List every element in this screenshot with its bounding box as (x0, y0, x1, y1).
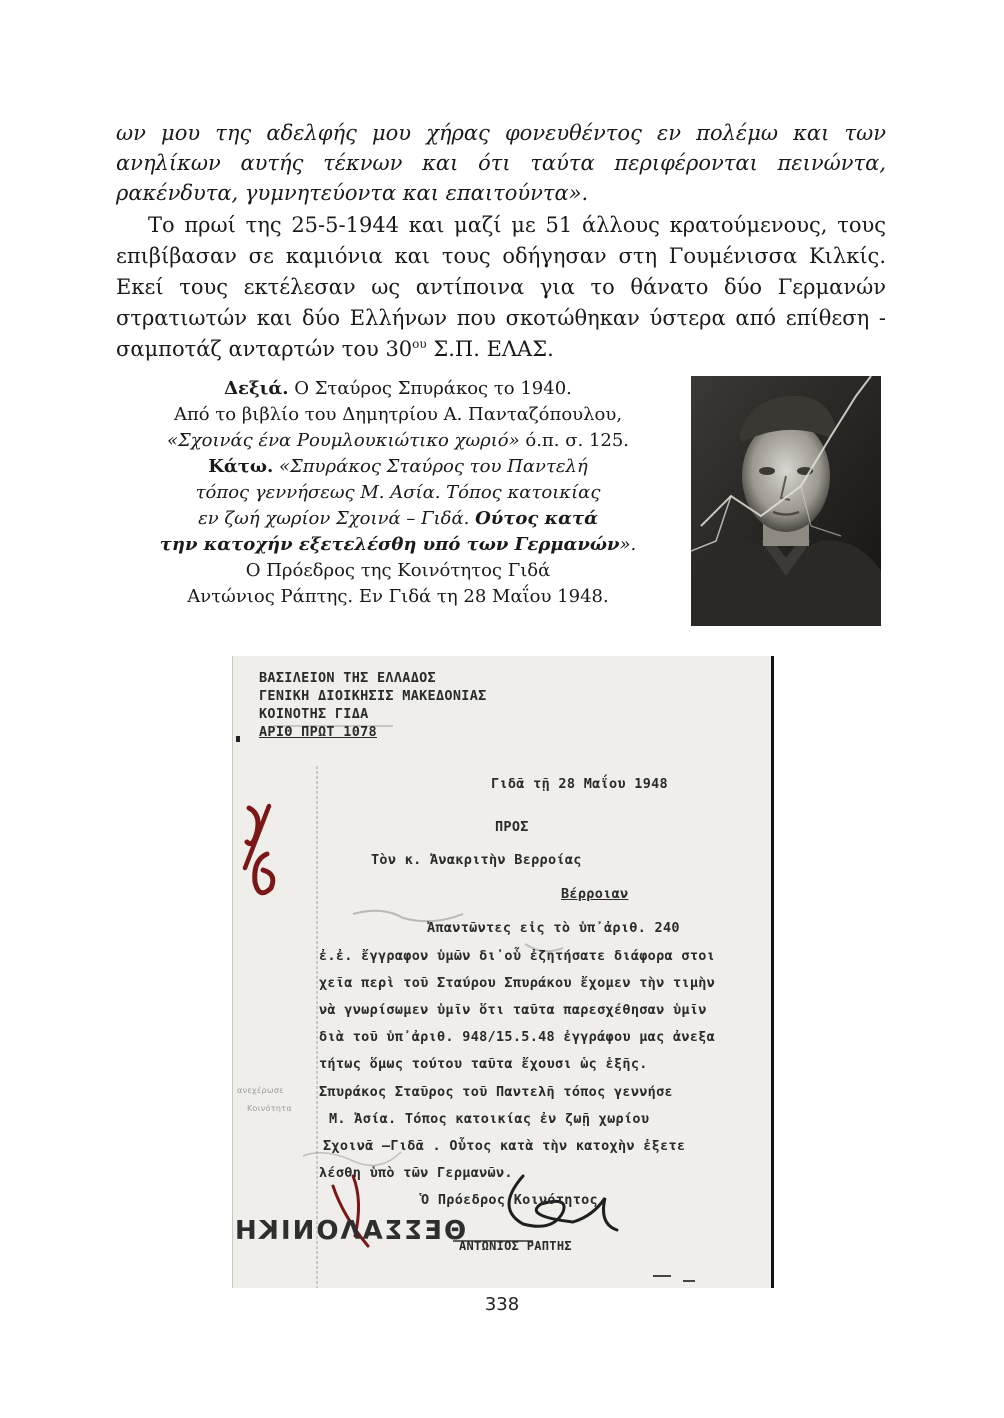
caption-right-label: Δεξιά. (224, 378, 289, 399)
caption-quote-line-4: την κατοχήν εξετελέσθη υπό των Γερμανών (159, 534, 620, 555)
soldier-portrait-photo (691, 376, 881, 626)
caption-quote-line-2: τόπος γεννήσεως Μ. Ασία. Τόπος κατοικίας (195, 482, 601, 503)
page-number: 338 (484, 1294, 520, 1315)
letter-signatory: ΑΝΤΩΝΙΟΣ ΡΑΠΤΗΣ (459, 1239, 572, 1253)
main-paragraph-text: Το πρωί της 25-5-1944 και μαζί με 51 άλλους κρατούμενους, τους επιβίβασαν σε καμιόνια και τους οδήγησαν στη Γουμένισσα Κιλκίς. Εκεί τους εκτέλεσαν ως αντίποινα για το θάνατο δύο Γερμανών στρατιωτών και δύο Ελλήνων που σκοτώθηκαν ύστερα από επίθεση - σαμποτάζ ανταρτών του 30 (116, 213, 886, 361)
letter-body-line-10: λέσθη ὑπὸ τῶν Γερμανῶν. (319, 1165, 513, 1181)
letter-header-line-3: ΚΟΙΝΟΤΗΣ ΓΙΔΑ (259, 706, 369, 722)
letter-header-line-2: ΓΕΝΙΚΗ ΔΙΟΙΚΗΣΙΣ ΜΑΚΕΔΟΝΙΑΣ (259, 688, 487, 704)
caption-book-ref: ό.π. σ. 125. (519, 430, 630, 451)
caption-below-label: Κάτω. (208, 456, 274, 477)
ordinal-superscript: ου (412, 337, 427, 351)
photo-caption (118, 376, 678, 610)
letter-recipient: Τὸν κ. Ἀνακριτὴν Βερροίας (371, 852, 582, 868)
letter-body-line-7: Σπυράκος Σταῦρος τοῦ Παντελῆ τόπος γεννήσε (319, 1084, 673, 1100)
soldier-portrait-image (691, 376, 881, 626)
margin-note-1: ανεχέρωσε (237, 1086, 284, 1095)
caption-quote-line-1: «Σπυράκος Σταύρος του Παντελή (273, 456, 588, 477)
archival-letter-scan (232, 656, 774, 1288)
letter-city: Βέρροιαν (561, 886, 629, 902)
caption-quote-line-3a: εν ζωή χωρίον Σχοινά – Γιδά. (198, 508, 476, 529)
caption-right-text: Ο Σταύρος Σπυράκος το 1940. (288, 378, 572, 399)
letter-date: Γιδᾶ τῇ 28 Μαΐου 1948 (491, 776, 668, 792)
letter-body-line-3: χεῖα περὶ τοῦ Σταύρου Σπυράκου ἔχομεν τὴν τιμὴν (319, 975, 716, 991)
caption-book-title: «Σχοινάς ένα Ρουμλουκιώτικο χωριό» (166, 430, 520, 451)
caption-quote-end: ». (619, 534, 637, 555)
caption-source-line: Από το βιβλίο του Δημητρίου Α. Πανταζόπουλου, (173, 404, 623, 425)
letter-body-line-8: Μ. Ἀσία. Τόπος κατοικίας ἐν ζωῇ χωρίου (329, 1111, 650, 1127)
margin-note-2: Κοινότητα (247, 1104, 292, 1113)
main-paragraph (116, 210, 886, 365)
letter-closing: Ὁ Πρόεδρος Κοινότητος (421, 1192, 598, 1208)
letter-to-label: ΠΡΟΣ (495, 819, 529, 835)
letter-body-line-9: Σχοινᾶ –Γιδᾶ . Οὗτος κατὰ τὴν κατοχὴν ἐξετε (323, 1138, 686, 1154)
letter-body-line-4: νὰ γνωρίσωμεν ὑμῖν ὅτι ταῦτα παρεσχέθησαν ὑμῖν (319, 1002, 707, 1018)
caption-signature-line-1: Ο Πρόεδρος της Κοινότητος Γιδά (245, 560, 551, 581)
letter-body-line-5: διὰ τοῦ ὑπ᾽ἀριθ. 948/15.5.48 ἐγγράφου μας ἀνεξα (319, 1029, 716, 1045)
main-paragraph-tail: Σ.Π. ΕΛΑΣ. (426, 337, 554, 361)
letter-body-line-6: τήτως ὅμως τούτου ταῦτα ἔχουσι ὡς ἑξῆς. (319, 1056, 648, 1072)
letter-header-line-4: ΑΡΙΘ ΠΡΩΤ 1078 (259, 724, 377, 740)
caption-signature-line-2: Αντώνιος Ράπτης. Εν Γιδά τη 28 Μαΐου 1948. (187, 586, 609, 607)
letter-body-line-1: Ἀπαντῶντες εἰς τὸ ὑπ᾽ἀριθ. 240 (427, 920, 680, 936)
mirrored-stamp-text: ΘΕΣΣΑΛΟΝΙΚΗ (233, 1216, 467, 1246)
caption-quote-line-3b: Ούτος κατά (475, 508, 598, 529)
letter-header-line-1: ΒΑΣΙΛΕΙΟΝ ΤΗΣ ΕΛΛΑΔΟΣ (259, 670, 436, 686)
letter-body-line-2: ἐ.ἐ. ἔγγραφον ὑμῶν δι᾽οὗ ἐζητήσατε διάφορα στοι (319, 948, 716, 964)
quote-paragraph: ων μου της αδελφής μου χήρας φονευθέντος εν πολέμω και των ανηλίκων αυτής τέκνων και ότι ταύτα περιφέρονται πεινώντα, ρακένδυτα, γυμνητεύοντα και επαιτούντα». (116, 121, 886, 205)
